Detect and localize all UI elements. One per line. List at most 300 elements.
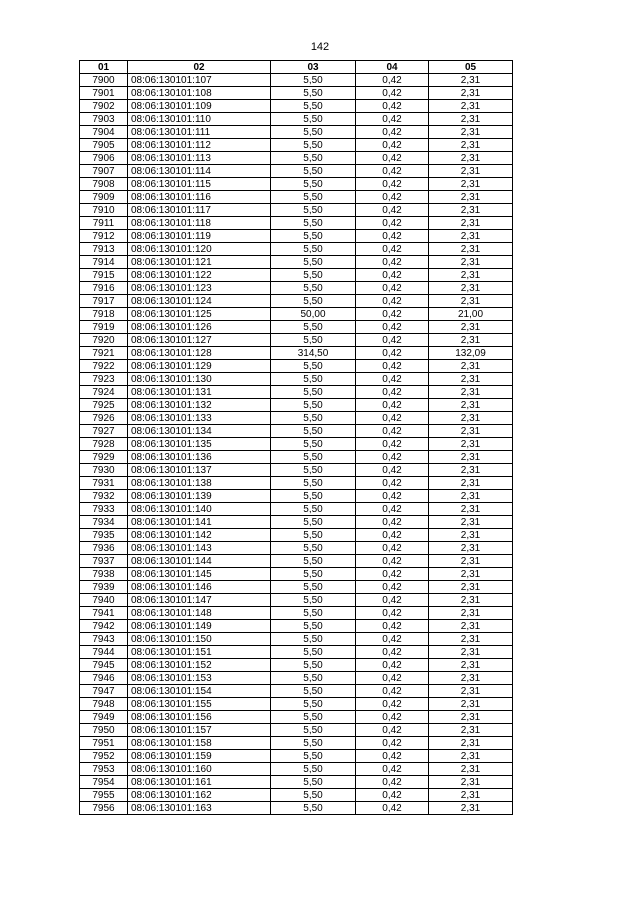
value-04-cell: 0,42 xyxy=(356,438,429,451)
value-03-cell: 314,50 xyxy=(271,347,356,360)
row-number-cell: 7928 xyxy=(80,438,128,451)
row-number-cell: 7946 xyxy=(80,672,128,685)
row-number-cell: 7902 xyxy=(80,100,128,113)
value-03-cell: 5,50 xyxy=(271,113,356,126)
value-04-cell: 0,42 xyxy=(356,204,429,217)
cadastral-number-cell: 08:06:130101:163 xyxy=(128,802,271,815)
value-04-cell: 0,42 xyxy=(356,646,429,659)
table-row xyxy=(80,451,513,464)
cadastral-number-cell: 08:06:130101:135 xyxy=(128,438,271,451)
value-03-cell: 5,50 xyxy=(271,451,356,464)
cadastral-number-cell: 08:06:130101:113 xyxy=(128,152,271,165)
row-number-cell: 7955 xyxy=(80,789,128,802)
value-05-cell: 2,31 xyxy=(429,360,513,373)
table-body xyxy=(80,74,513,815)
cadastral-number-cell: 08:06:130101:159 xyxy=(128,750,271,763)
value-04-cell: 0,42 xyxy=(356,113,429,126)
row-number-cell: 7910 xyxy=(80,204,128,217)
row-number-cell: 7915 xyxy=(80,269,128,282)
cadastral-number-cell: 08:06:130101:144 xyxy=(128,555,271,568)
table-row xyxy=(80,581,513,594)
value-03-cell: 5,50 xyxy=(271,425,356,438)
table-row xyxy=(80,438,513,451)
cadastral-number-cell: 08:06:130101:145 xyxy=(128,568,271,581)
value-04-cell: 0,42 xyxy=(356,750,429,763)
value-05-cell: 2,31 xyxy=(429,555,513,568)
cadastral-number-cell: 08:06:130101:112 xyxy=(128,139,271,152)
cadastral-number-cell: 08:06:130101:137 xyxy=(128,464,271,477)
value-04-cell: 0,42 xyxy=(356,412,429,425)
cadastral-number-cell: 08:06:130101:146 xyxy=(128,581,271,594)
row-number-cell: 7923 xyxy=(80,373,128,386)
cadastral-number-cell: 08:06:130101:121 xyxy=(128,256,271,269)
cadastral-number-cell: 08:06:130101:143 xyxy=(128,542,271,555)
value-05-cell: 2,31 xyxy=(429,646,513,659)
value-04-cell: 0,42 xyxy=(356,386,429,399)
value-03-cell: 5,50 xyxy=(271,633,356,646)
row-number-cell: 7939 xyxy=(80,581,128,594)
table-row xyxy=(80,152,513,165)
column-header-02: 02 xyxy=(128,61,271,74)
value-04-cell: 0,42 xyxy=(356,87,429,100)
value-05-cell: 2,31 xyxy=(429,542,513,555)
value-03-cell: 5,50 xyxy=(271,412,356,425)
value-04-cell: 0,42 xyxy=(356,295,429,308)
column-header-04: 04 xyxy=(356,61,429,74)
value-05-cell: 2,31 xyxy=(429,438,513,451)
value-04-cell: 0,42 xyxy=(356,360,429,373)
value-05-cell: 2,31 xyxy=(429,113,513,126)
value-05-cell: 2,31 xyxy=(429,178,513,191)
value-04-cell: 0,42 xyxy=(356,711,429,724)
table-row xyxy=(80,737,513,750)
table-row xyxy=(80,724,513,737)
value-05-cell: 2,31 xyxy=(429,373,513,386)
cadastral-number-cell: 08:06:130101:119 xyxy=(128,230,271,243)
cadastral-number-cell: 08:06:130101:155 xyxy=(128,698,271,711)
value-03-cell: 5,50 xyxy=(271,607,356,620)
value-04-cell: 0,42 xyxy=(356,789,429,802)
table-row xyxy=(80,269,513,282)
cadastral-number-cell: 08:06:130101:154 xyxy=(128,685,271,698)
value-04-cell: 0,42 xyxy=(356,490,429,503)
table-row xyxy=(80,373,513,386)
value-03-cell: 5,50 xyxy=(271,581,356,594)
value-04-cell: 0,42 xyxy=(356,74,429,87)
value-05-cell: 2,31 xyxy=(429,750,513,763)
value-03-cell: 50,00 xyxy=(271,308,356,321)
value-04-cell: 0,42 xyxy=(356,568,429,581)
cadastral-number-cell: 08:06:130101:110 xyxy=(128,113,271,126)
row-number-cell: 7934 xyxy=(80,516,128,529)
row-number-cell: 7907 xyxy=(80,165,128,178)
value-03-cell: 5,50 xyxy=(271,503,356,516)
cadastral-number-cell: 08:06:130101:157 xyxy=(128,724,271,737)
value-03-cell: 5,50 xyxy=(271,555,356,568)
table-row xyxy=(80,191,513,204)
cadastral-number-cell: 08:06:130101:111 xyxy=(128,126,271,139)
table-row xyxy=(80,399,513,412)
cadastral-number-cell: 08:06:130101:131 xyxy=(128,386,271,399)
table-row xyxy=(80,516,513,529)
table-row xyxy=(80,633,513,646)
value-03-cell: 5,50 xyxy=(271,126,356,139)
row-number-cell: 7940 xyxy=(80,594,128,607)
value-03-cell: 5,50 xyxy=(271,269,356,282)
value-05-cell: 2,31 xyxy=(429,74,513,87)
row-number-cell: 7933 xyxy=(80,503,128,516)
value-04-cell: 0,42 xyxy=(356,256,429,269)
row-number-cell: 7956 xyxy=(80,802,128,815)
value-05-cell: 2,31 xyxy=(429,594,513,607)
cadastral-number-cell: 08:06:130101:128 xyxy=(128,347,271,360)
value-03-cell: 5,50 xyxy=(271,737,356,750)
value-05-cell: 2,31 xyxy=(429,776,513,789)
value-03-cell: 5,50 xyxy=(271,724,356,737)
row-number-cell: 7931 xyxy=(80,477,128,490)
table-row xyxy=(80,659,513,672)
table-row xyxy=(80,256,513,269)
value-04-cell: 0,42 xyxy=(356,503,429,516)
value-03-cell: 5,50 xyxy=(271,373,356,386)
value-03-cell: 5,50 xyxy=(271,295,356,308)
table-row xyxy=(80,321,513,334)
cadastral-number-cell: 08:06:130101:122 xyxy=(128,269,271,282)
value-04-cell: 0,42 xyxy=(356,776,429,789)
value-05-cell: 2,31 xyxy=(429,243,513,256)
value-05-cell: 2,31 xyxy=(429,763,513,776)
table-row xyxy=(80,165,513,178)
value-03-cell: 5,50 xyxy=(271,256,356,269)
value-03-cell: 5,50 xyxy=(271,243,356,256)
value-04-cell: 0,42 xyxy=(356,399,429,412)
value-05-cell: 2,31 xyxy=(429,477,513,490)
value-03-cell: 5,50 xyxy=(271,698,356,711)
cadastral-number-cell: 08:06:130101:160 xyxy=(128,763,271,776)
table-row xyxy=(80,425,513,438)
cadastral-number-cell: 08:06:130101:127 xyxy=(128,334,271,347)
row-number-cell: 7903 xyxy=(80,113,128,126)
row-number-cell: 7921 xyxy=(80,347,128,360)
cadastral-number-cell: 08:06:130101:124 xyxy=(128,295,271,308)
header-row xyxy=(80,61,513,74)
cadastral-number-cell: 08:06:130101:158 xyxy=(128,737,271,750)
value-05-cell: 2,31 xyxy=(429,659,513,672)
cadastral-number-cell: 08:06:130101:129 xyxy=(128,360,271,373)
value-05-cell: 2,31 xyxy=(429,100,513,113)
value-04-cell: 0,42 xyxy=(356,425,429,438)
row-number-cell: 7947 xyxy=(80,685,128,698)
value-05-cell: 2,31 xyxy=(429,529,513,542)
cadastral-number-cell: 08:06:130101:109 xyxy=(128,100,271,113)
value-03-cell: 5,50 xyxy=(271,191,356,204)
value-04-cell: 0,42 xyxy=(356,724,429,737)
table-row xyxy=(80,217,513,230)
value-05-cell: 2,31 xyxy=(429,607,513,620)
table-row xyxy=(80,763,513,776)
row-number-cell: 7925 xyxy=(80,399,128,412)
row-number-cell: 7904 xyxy=(80,126,128,139)
value-03-cell: 5,50 xyxy=(271,321,356,334)
value-05-cell: 2,31 xyxy=(429,490,513,503)
value-04-cell: 0,42 xyxy=(356,152,429,165)
value-04-cell: 0,42 xyxy=(356,334,429,347)
value-03-cell: 5,50 xyxy=(271,685,356,698)
value-05-cell: 2,31 xyxy=(429,516,513,529)
value-03-cell: 5,50 xyxy=(271,204,356,217)
row-number-cell: 7909 xyxy=(80,191,128,204)
value-03-cell: 5,50 xyxy=(271,87,356,100)
value-04-cell: 0,42 xyxy=(356,607,429,620)
row-number-cell: 7914 xyxy=(80,256,128,269)
value-03-cell: 5,50 xyxy=(271,438,356,451)
value-04-cell: 0,42 xyxy=(356,230,429,243)
row-number-cell: 7941 xyxy=(80,607,128,620)
cadastral-number-cell: 08:06:130101:126 xyxy=(128,321,271,334)
value-04-cell: 0,42 xyxy=(356,555,429,568)
table-row xyxy=(80,503,513,516)
row-number-cell: 7952 xyxy=(80,750,128,763)
column-header-05: 05 xyxy=(429,61,513,74)
cadastral-number-cell: 08:06:130101:117 xyxy=(128,204,271,217)
table-row xyxy=(80,230,513,243)
value-05-cell: 2,31 xyxy=(429,711,513,724)
row-number-cell: 7926 xyxy=(80,412,128,425)
value-03-cell: 5,50 xyxy=(271,217,356,230)
value-03-cell: 5,50 xyxy=(271,334,356,347)
table-row xyxy=(80,100,513,113)
row-number-cell: 7901 xyxy=(80,87,128,100)
row-number-cell: 7951 xyxy=(80,737,128,750)
value-03-cell: 5,50 xyxy=(271,516,356,529)
cadastral-number-cell: 08:06:130101:133 xyxy=(128,412,271,425)
value-04-cell: 0,42 xyxy=(356,685,429,698)
cadastral-number-cell: 08:06:130101:116 xyxy=(128,191,271,204)
cadastral-number-cell: 08:06:130101:132 xyxy=(128,399,271,412)
cadastral-number-cell: 08:06:130101:147 xyxy=(128,594,271,607)
value-05-cell: 2,31 xyxy=(429,126,513,139)
row-number-cell: 7920 xyxy=(80,334,128,347)
table-row xyxy=(80,74,513,87)
row-number-cell: 7948 xyxy=(80,698,128,711)
row-number-cell: 7950 xyxy=(80,724,128,737)
value-05-cell: 2,31 xyxy=(429,334,513,347)
table-row xyxy=(80,308,513,321)
table-row xyxy=(80,568,513,581)
column-header-01: 01 xyxy=(80,61,128,74)
cadastral-number-cell: 08:06:130101:151 xyxy=(128,646,271,659)
table-row xyxy=(80,113,513,126)
table-row xyxy=(80,334,513,347)
value-04-cell: 0,42 xyxy=(356,464,429,477)
value-04-cell: 0,42 xyxy=(356,542,429,555)
value-03-cell: 5,50 xyxy=(271,542,356,555)
value-03-cell: 5,50 xyxy=(271,360,356,373)
value-04-cell: 0,42 xyxy=(356,672,429,685)
value-04-cell: 0,42 xyxy=(356,178,429,191)
cadastral-number-cell: 08:06:130101:136 xyxy=(128,451,271,464)
cadastral-number-cell: 08:06:130101:138 xyxy=(128,477,271,490)
table-row xyxy=(80,295,513,308)
value-05-cell: 2,31 xyxy=(429,152,513,165)
row-number-cell: 7944 xyxy=(80,646,128,659)
value-04-cell: 0,42 xyxy=(356,100,429,113)
row-number-cell: 7932 xyxy=(80,490,128,503)
value-03-cell: 5,50 xyxy=(271,477,356,490)
value-03-cell: 5,50 xyxy=(271,789,356,802)
value-04-cell: 0,42 xyxy=(356,620,429,633)
value-05-cell: 2,31 xyxy=(429,269,513,282)
row-number-cell: 7953 xyxy=(80,763,128,776)
table-row xyxy=(80,204,513,217)
value-03-cell: 5,50 xyxy=(271,659,356,672)
value-05-cell: 2,31 xyxy=(429,633,513,646)
cadastral-number-cell: 08:06:130101:107 xyxy=(128,74,271,87)
table-row xyxy=(80,243,513,256)
value-04-cell: 0,42 xyxy=(356,633,429,646)
value-03-cell: 5,50 xyxy=(271,178,356,191)
row-number-cell: 7900 xyxy=(80,74,128,87)
cadastral-number-cell: 08:06:130101:108 xyxy=(128,87,271,100)
table-row xyxy=(80,139,513,152)
value-03-cell: 5,50 xyxy=(271,100,356,113)
row-number-cell: 7911 xyxy=(80,217,128,230)
value-05-cell: 2,31 xyxy=(429,620,513,633)
value-05-cell: 2,31 xyxy=(429,685,513,698)
row-number-cell: 7916 xyxy=(80,282,128,295)
value-04-cell: 0,42 xyxy=(356,165,429,178)
value-05-cell: 2,31 xyxy=(429,230,513,243)
value-05-cell: 2,31 xyxy=(429,282,513,295)
value-04-cell: 0,42 xyxy=(356,191,429,204)
row-number-cell: 7930 xyxy=(80,464,128,477)
row-number-cell: 7945 xyxy=(80,659,128,672)
value-05-cell: 2,31 xyxy=(429,386,513,399)
table-row xyxy=(80,477,513,490)
table-row xyxy=(80,555,513,568)
value-04-cell: 0,42 xyxy=(356,126,429,139)
table-row xyxy=(80,750,513,763)
row-number-cell: 7936 xyxy=(80,542,128,555)
value-05-cell: 2,31 xyxy=(429,581,513,594)
value-04-cell: 0,42 xyxy=(356,139,429,152)
table-row xyxy=(80,87,513,100)
value-05-cell: 2,31 xyxy=(429,789,513,802)
value-05-cell: 2,31 xyxy=(429,412,513,425)
value-05-cell: 2,31 xyxy=(429,295,513,308)
column-header-03: 03 xyxy=(271,61,356,74)
table-row xyxy=(80,360,513,373)
value-03-cell: 5,50 xyxy=(271,711,356,724)
value-03-cell: 5,50 xyxy=(271,152,356,165)
row-number-cell: 7917 xyxy=(80,295,128,308)
value-05-cell: 2,31 xyxy=(429,321,513,334)
value-05-cell: 2,31 xyxy=(429,425,513,438)
value-03-cell: 5,50 xyxy=(271,568,356,581)
cadastral-number-cell: 08:06:130101:140 xyxy=(128,503,271,516)
row-number-cell: 7908 xyxy=(80,178,128,191)
table-header xyxy=(80,61,513,74)
value-05-cell: 132,09 xyxy=(429,347,513,360)
value-05-cell: 2,31 xyxy=(429,204,513,217)
table-row xyxy=(80,529,513,542)
table-row xyxy=(80,672,513,685)
cadastral-number-cell: 08:06:130101:152 xyxy=(128,659,271,672)
value-05-cell: 2,31 xyxy=(429,87,513,100)
row-number-cell: 7938 xyxy=(80,568,128,581)
cadastral-number-cell: 08:06:130101:114 xyxy=(128,165,271,178)
table-row xyxy=(80,646,513,659)
value-05-cell: 2,31 xyxy=(429,698,513,711)
value-04-cell: 0,42 xyxy=(356,373,429,386)
row-number-cell: 7929 xyxy=(80,451,128,464)
value-05-cell: 2,31 xyxy=(429,451,513,464)
value-04-cell: 0,42 xyxy=(356,581,429,594)
table-row xyxy=(80,412,513,425)
value-04-cell: 0,42 xyxy=(356,529,429,542)
row-number-cell: 7943 xyxy=(80,633,128,646)
page-number: 142 xyxy=(310,41,330,53)
cadastral-number-cell: 08:06:130101:115 xyxy=(128,178,271,191)
cadastral-number-cell: 08:06:130101:148 xyxy=(128,607,271,620)
value-04-cell: 0,42 xyxy=(356,347,429,360)
row-number-cell: 7949 xyxy=(80,711,128,724)
row-number-cell: 7919 xyxy=(80,321,128,334)
value-04-cell: 0,42 xyxy=(356,763,429,776)
value-04-cell: 0,42 xyxy=(356,802,429,815)
value-03-cell: 5,50 xyxy=(271,620,356,633)
row-number-cell: 7913 xyxy=(80,243,128,256)
table-row xyxy=(80,126,513,139)
table-row xyxy=(80,464,513,477)
table-row xyxy=(80,490,513,503)
table-row xyxy=(80,776,513,789)
cadastral-number-cell: 08:06:130101:161 xyxy=(128,776,271,789)
cadastral-number-cell: 08:06:130101:123 xyxy=(128,282,271,295)
value-03-cell: 5,50 xyxy=(271,672,356,685)
value-05-cell: 21,00 xyxy=(429,308,513,321)
row-number-cell: 7906 xyxy=(80,152,128,165)
cadastral-number-cell: 08:06:130101:134 xyxy=(128,425,271,438)
cadastral-number-cell: 08:06:130101:150 xyxy=(128,633,271,646)
cadastral-number-cell: 08:06:130101:120 xyxy=(128,243,271,256)
value-05-cell: 2,31 xyxy=(429,802,513,815)
table-row xyxy=(80,282,513,295)
value-04-cell: 0,42 xyxy=(356,243,429,256)
value-04-cell: 0,42 xyxy=(356,217,429,230)
value-05-cell: 2,31 xyxy=(429,568,513,581)
value-04-cell: 0,42 xyxy=(356,594,429,607)
cadastral-number-cell: 08:06:130101:130 xyxy=(128,373,271,386)
table-row xyxy=(80,620,513,633)
cadastral-number-cell: 08:06:130101:141 xyxy=(128,516,271,529)
row-number-cell: 7942 xyxy=(80,620,128,633)
cadastral-number-cell: 08:06:130101:125 xyxy=(128,308,271,321)
row-number-cell: 7918 xyxy=(80,308,128,321)
value-05-cell: 2,31 xyxy=(429,165,513,178)
table-row xyxy=(80,789,513,802)
value-04-cell: 0,42 xyxy=(356,477,429,490)
row-number-cell: 7912 xyxy=(80,230,128,243)
value-03-cell: 5,50 xyxy=(271,139,356,152)
value-04-cell: 0,42 xyxy=(356,659,429,672)
table-row xyxy=(80,386,513,399)
row-number-cell: 7905 xyxy=(80,139,128,152)
row-number-cell: 7935 xyxy=(80,529,128,542)
cadastral-number-cell: 08:06:130101:118 xyxy=(128,217,271,230)
value-03-cell: 5,50 xyxy=(271,776,356,789)
value-03-cell: 5,50 xyxy=(271,594,356,607)
